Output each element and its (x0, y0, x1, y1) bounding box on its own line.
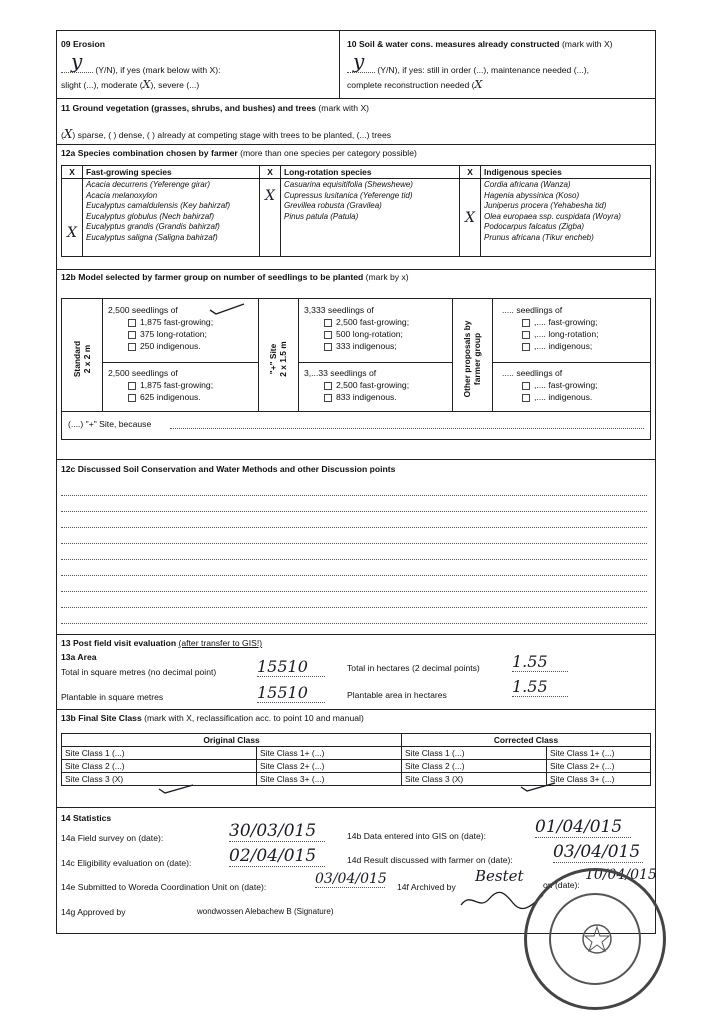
site-class-cell[interactable]: Site Class 2 (...) (62, 760, 257, 773)
statistics-title: 14 Statistics (61, 813, 112, 823)
indigenous-species-list (481, 179, 651, 257)
soil-water-title: 10 Soil & water cons. measures already constructed (mark with X) (347, 39, 613, 49)
soil-water-reconstruction-line: complete reconstruction needed (X (347, 78, 483, 91)
soil-water-yn-line: (Y/N), if yes: still in order (...), maintenance needed (...), (347, 65, 589, 75)
species-item: Acacia melanoxylon (86, 190, 158, 200)
species-item: Hagenia abyssinica (Koso) (484, 190, 580, 200)
plus-site-because: (....) "+" Site, because (68, 419, 152, 429)
result-discussed-date: 03/04/015 (553, 842, 643, 863)
checkbox[interactable] (128, 382, 136, 390)
total-sqm-label: Total in square metres (no decimal point) (61, 667, 217, 677)
approved-by-label: 14g Approved by (61, 907, 126, 917)
plus-site-option-1[interactable]: 3,333 seedlings of 2,500 fast-growing; 500 long-rotation; 333 indigenous; (304, 305, 410, 351)
site-class-cell[interactable]: Site Class 1 (...) (62, 747, 257, 760)
other-option-2[interactable]: ..... seedlings of ,.... fast-growing; ,.... indigenous. (502, 368, 598, 402)
gis-entry-date: 01/04/015 (535, 817, 631, 838)
checkbox[interactable] (324, 331, 332, 339)
species-item: Eucalyptus camaldulensis (Key bahirzaf) (86, 201, 231, 210)
site-class-table (61, 733, 651, 786)
species-item: Cordia africana (Wanza) (484, 180, 571, 189)
other-option-1[interactable]: ..... seedlings of ,.... fast-growing; ,.... long-rotation; ,.... indigenous; (502, 305, 599, 351)
erosion-degree-line: slight (...), moderate (X), severe (...) (61, 78, 200, 91)
ground-vegetation-title: 11 Ground vegetation (grasses, shrubs, and bushes) and trees (mark with X) (61, 103, 370, 113)
species-item: Eucalyptus grandis (Grandis bahirzaf) (86, 222, 220, 231)
checkbox[interactable] (128, 343, 136, 351)
plantable-ha-value: 1.55 (512, 677, 568, 697)
plus-site-label: "+" Site 2 x 1.5 m (268, 341, 288, 377)
long-mark-cell (260, 179, 281, 257)
ground-vegetation-line: (X) sparse, ( ) dense, ( ) already at competing stage with trees to be planted, (...) trees (61, 127, 392, 141)
archived-by-label: 14f Archived by (397, 882, 456, 892)
species-title: 12a Species combination chosen by farmer (more than one species per category possible) (61, 148, 417, 158)
standard-label: Standard 2 x 2 m (72, 340, 92, 378)
species-table: X Fast-growing species X Long-rotation species X Indigenous species X Acacia decurrens (Yeferenge girar) Acacia melanoxylon Eucalyptus camaldulensis (Key bahirzaf) Eucalyptus globulus (Nech bahirzaf) Eucalyptus grandis (Grandis bahirzaf) Eucalyptus saligna (Saligna bahirzaf) X Casuarina equisitifolia (Shewshewe) Cupressus lusitanica (Yeferenge tid) Grevillea robusta (Gravilea) Pinus patula (Patula) X Cordia africana (Wanza) Hagenia abyssinica (Koso) Juniperus procera (Yehabesha tid) Olea europaea ssp. cuspidata (Woyra) Podocarpus falcatus (Zigba) Prunus africana (Tikur encheb) (61, 165, 651, 257)
species-item: Eucalyptus saligna (Saligna bahirzaf) (86, 232, 218, 242)
emblem-icon (577, 919, 617, 959)
checkbox[interactable] (522, 394, 530, 402)
eligibility-date: 02/04/015 (229, 846, 325, 867)
gis-entry-label: 14b Data entered into GIS on (date): (347, 831, 487, 841)
soil-water-yes-handwriting: y (353, 49, 365, 73)
site-class-cell[interactable]: Site Class 1+ (...) (257, 747, 402, 760)
site-class-cell[interactable]: Site Class 1+ (...) (547, 747, 651, 760)
corrected-class-header: Corrected Class (402, 734, 651, 747)
species-item: Prunus africana (Tikur encheb) (484, 232, 594, 242)
model-grid (61, 298, 651, 440)
long-species-list (281, 179, 460, 257)
indig-mark-cell (460, 179, 481, 257)
site-class-cell[interactable]: Site Class 2 (...) (402, 760, 547, 773)
fast-growing-header: Fast-growing species (83, 166, 260, 179)
standard-option-1[interactable]: 2,500 seedlings of 1,875 fast-growing; 375 long-rotation; 250 indigenous. (108, 305, 214, 351)
erosion-yn-line (61, 65, 221, 75)
checkbox[interactable] (324, 394, 332, 402)
tick-mark-handwriting (157, 783, 197, 795)
checkbox[interactable] (324, 343, 332, 351)
total-ha-label: Total in hectares (2 decimal points) (347, 663, 480, 673)
site-class-cell[interactable]: Site Class 3 (X) (402, 773, 547, 786)
checkbox[interactable] (324, 382, 332, 390)
standard-option-2[interactable]: 2,500 seedlings of 1,875 fast-growing; 625 indigenous. (108, 368, 214, 402)
form-page (56, 30, 656, 934)
final-site-class-title: 13b Final Site Class (mark with X, reclassification acc. to point 10 and manual) (61, 713, 364, 723)
species-item: Casuarina equisitifolia (Shewshewe) (284, 180, 413, 189)
official-stamp-seal (524, 868, 666, 1010)
fast-mark-cell (62, 179, 83, 257)
checkbox[interactable] (522, 319, 530, 327)
archived-by-name: Bestet (475, 867, 524, 885)
site-class-cell[interactable]: Site Class 3 (X) (62, 773, 257, 786)
site-class-cell[interactable]: Site Class 3+ (...) (547, 773, 651, 786)
plantable-ha-label: Plantable area in hectares (347, 690, 447, 700)
checkbox[interactable] (522, 343, 530, 351)
erosion-yn-text: (Y/N), if yes (mark below with X): (95, 65, 221, 75)
checkbox[interactable] (128, 331, 136, 339)
total-sqm-value: 15510 (257, 657, 325, 677)
species-item: Podocarpus falcatus (Zigba) (484, 222, 585, 231)
species-item: Cupressus lusitanica (Yeferenge tid) (284, 190, 413, 200)
site-class-cell[interactable]: Site Class 2+ (...) (547, 760, 651, 773)
plus-site-option-2[interactable]: 3,...33 seedlings of 2,500 fast-growing; 833 indigenous. (304, 368, 410, 402)
result-discussed-label: 14d Result discussed with farmer on (date): (347, 855, 513, 865)
other-proposals-label: Other proposals by farmer group (462, 320, 482, 398)
long-rotation-header: Long-rotation species (281, 166, 460, 179)
tick-mark-handwriting (208, 302, 248, 316)
discussion-title: 12c Discussed Soil Conservation and Water Methods and other Discussion points (61, 464, 396, 474)
field-survey-label: 14a Field survey on (date): (61, 833, 164, 843)
divider (339, 31, 340, 99)
total-ha-value: 1.55 (512, 652, 568, 672)
area-title: 13a Area (61, 652, 97, 662)
erosion-yes-handwriting: y (71, 49, 83, 73)
tick-mark-handwriting (519, 781, 559, 793)
species-item: Grevillea robusta (Gravilea) (284, 201, 382, 210)
checkbox[interactable] (324, 319, 332, 327)
archived-on-label: on (date): (543, 880, 580, 890)
archived-date: 10/04/015 (585, 867, 657, 883)
species-item: Olea europaea ssp. cuspidata (Woyra) (484, 211, 621, 221)
long-mark-handwriting: X (265, 188, 275, 204)
indigenous-header: Indigenous species (481, 166, 651, 179)
species-item: Juniperus procera (Yehabesha tid) (484, 201, 607, 210)
original-class-header: Original Class (62, 734, 402, 747)
species-item: Eucalyptus globulus (Nech bahirzaf) (86, 211, 215, 221)
field-survey-date: 30/03/015 (229, 821, 325, 842)
model-title: 12b Model selected by farmer group on number of seedlings to be planted (mark by x) (61, 272, 409, 282)
approved-by-value: wondwossen Alebachew B (Signature) (197, 907, 334, 916)
submitted-label: 14e Submitted to Woreda Coordination Unit on (date): (61, 882, 267, 892)
plantable-sqm-label: Plantable in square metres (61, 692, 164, 702)
checkbox[interactable] (128, 319, 136, 327)
erosion-title: 09 Erosion (61, 39, 105, 49)
discussion-lines[interactable] (61, 481, 649, 629)
site-class-cell[interactable]: Site Class 2+ (...) (257, 760, 402, 773)
checkbox[interactable] (128, 394, 136, 402)
submitted-date: 03/04/015 (315, 871, 387, 887)
site-class-cell[interactable]: Site Class 1 (...) (402, 747, 547, 760)
eligibility-label: 14c Eligibility evaluation on (date): (61, 858, 192, 868)
post-field-title: 13 Post field visit evaluation (after transfer to GIS!) (61, 638, 263, 648)
fast-mark-handwriting: X (67, 224, 77, 241)
checkbox[interactable] (522, 382, 530, 390)
site-class-cell[interactable]: Site Class 3+ (...) (257, 773, 402, 786)
species-item: Acacia decurrens (Yeferenge girar) (86, 180, 211, 189)
checkbox[interactable] (522, 331, 530, 339)
fast-species-list (83, 179, 260, 257)
indig-mark-handwriting: X (465, 209, 475, 226)
plantable-sqm-value: 15510 (257, 683, 325, 703)
species-item: Pinus patula (Patula) (284, 211, 359, 221)
